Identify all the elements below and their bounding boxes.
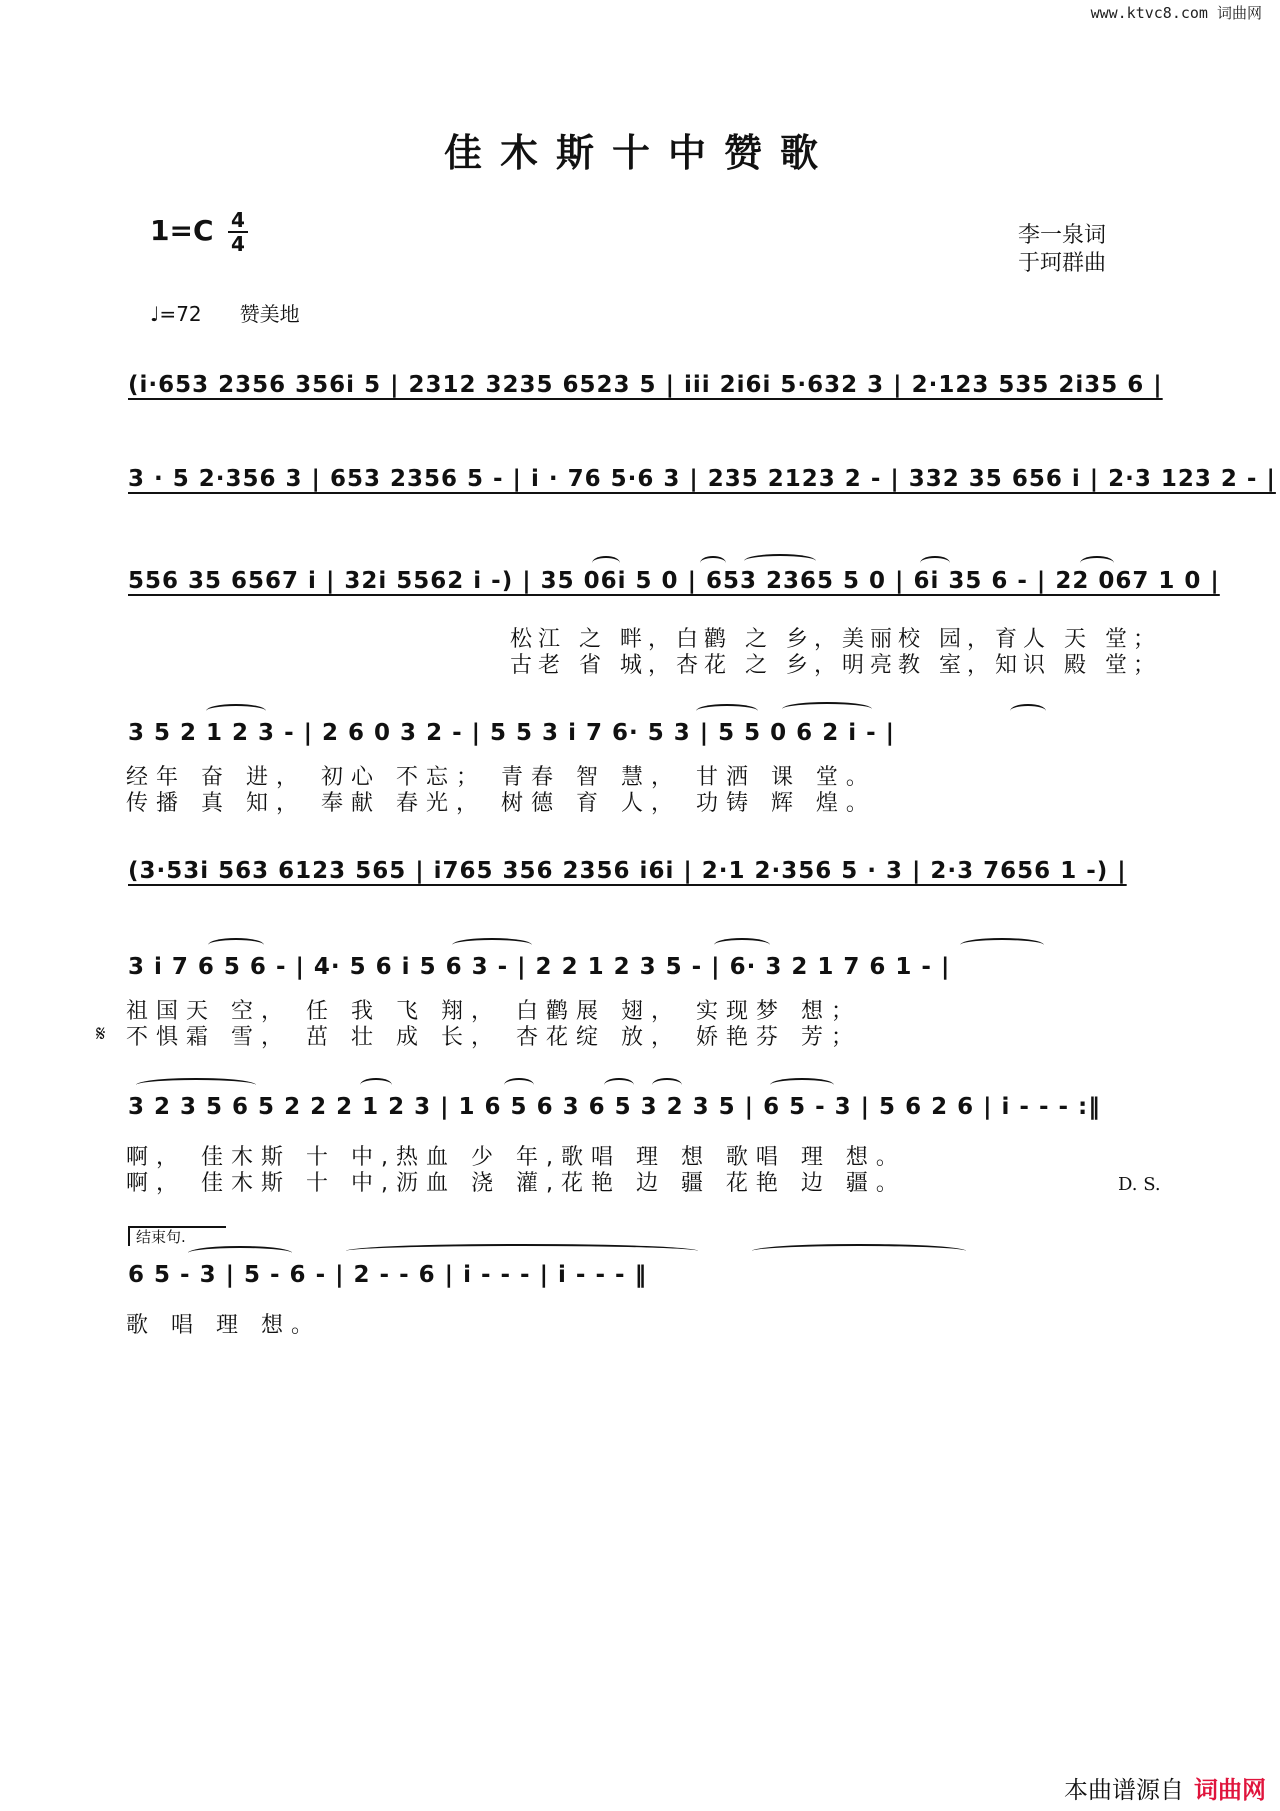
slur	[700, 556, 726, 570]
lyric-line-6b: 不惧霜 雪， 茁 壮 成 长， 杏花绽 放， 娇艳芬 芳；	[126, 1025, 861, 1050]
slur	[696, 704, 758, 718]
notation-line-6: 3 i 7 6 5 6 - | 4· 5 6 i 5 6 3 - | 2 2 1 2 3 5 - | 6· 3 2 1 7 6 1 - |	[128, 954, 951, 980]
notation-line-ending: 6 5 - 3 | 5 - 6 - | 2 - - 6 | i - - - | i - - - ‖	[128, 1262, 648, 1288]
lyric-line-1b: 古老 省 城，杏花 之 乡，明亮教 室，知识 殿 堂；	[510, 653, 1161, 678]
lyric-line-6a: 祖国天 空， 任 我 飞 翔， 白鹳展 翅， 实现梦 想；	[126, 999, 861, 1024]
slur	[752, 1244, 966, 1258]
notation-line-3: 556 35 6567 i | 32i 5562 i -) | 35 06i 5 0 | 653 2365 5 0 | 6i 35 6 - | 22 067 1 0 |	[128, 568, 1220, 594]
lyric-line-4b: 传播 真 知， 奉献 春光， 树德 育 人， 功铸 辉 煌。	[126, 791, 876, 816]
slur	[136, 1078, 256, 1092]
watermark-bottom	[1064, 1770, 1266, 1805]
ending-bracket: 结束句.	[128, 1226, 226, 1246]
slur	[452, 938, 532, 952]
expression-marking: 赞美地	[239, 302, 300, 326]
lyricist: 李一泉词	[1018, 223, 1107, 248]
meter-top: 4	[231, 208, 245, 232]
meter-bottom: 4	[231, 232, 245, 256]
slur	[782, 702, 872, 716]
slur	[1080, 556, 1114, 570]
slur	[604, 1078, 634, 1092]
lyric-line-1a: 松江 之 畔，白鹳 之 乡，美丽校 园，育人 天 堂；	[510, 627, 1161, 652]
notation-line-7: 3 2 3 5 6 5 2 2 2 1 2 3 | 1 6 5 6 3 6 5 3 2 3 5 | 6 5 - 3 | 5 6 2 6 | i - - - :‖	[128, 1094, 1101, 1120]
slur	[346, 1244, 698, 1258]
slur	[360, 1078, 392, 1092]
watermark-top: www.ktvc8.com 词曲网	[1090, 4, 1262, 22]
tempo-value: ♩=72	[150, 302, 202, 326]
notation-line-2: 3 · 5 2·356 3 | 653 2356 5 - | i · 76 5·6 3 | 235 2123 2 - | 332 35 656 i | 2·3 123 2 - |	[128, 466, 1276, 492]
lyric-line-7b: 啊， 佳木斯 十 中,沥血 浇 灌,花艳 边 疆 花艳 边 疆。	[126, 1171, 906, 1196]
time-signature	[228, 210, 248, 254]
notation-line-4: 3 5 2 1 2 3 - | 2 6 0 3 2 - | 5 5 3 i 7 6· 5 3 | 5 5 0 6 2 i - |	[128, 720, 896, 746]
song-title: 佳木斯十中赞歌	[443, 130, 836, 175]
notation-line-1: (i·653 2356 356i 5 | 2312 3235 6523 5 | iii 2i6i 5·632 3 | 2·123 535 2i35 6 |	[128, 372, 1163, 398]
slur	[208, 938, 264, 952]
segno-sign: 𝄋	[96, 1022, 106, 1047]
slur	[206, 704, 266, 718]
lyric-line-ending: 歌 唱 理 想。	[126, 1313, 321, 1338]
slur	[770, 1078, 834, 1092]
slur	[504, 1078, 534, 1092]
source-note: 本曲谱源自	[1064, 1776, 1184, 1804]
slur	[652, 1078, 682, 1092]
credits	[1018, 222, 1106, 278]
tempo-marking	[150, 298, 300, 327]
slur	[1010, 704, 1046, 718]
brand-logo: 词曲网	[1194, 1776, 1266, 1804]
lyric-line-7a: 啊， 佳木斯 十 中,热血 少 年,歌唱 理 想 歌唱 理 想。	[126, 1145, 906, 1170]
slur	[920, 556, 950, 570]
slur	[744, 554, 816, 568]
dal-segno: D. S.	[1118, 1174, 1161, 1195]
key-signature: 1=C	[150, 214, 214, 247]
slur	[714, 938, 770, 952]
slur	[592, 556, 620, 570]
composer: 于珂群曲	[1018, 251, 1107, 276]
notation-line-5: (3·53i 563 6123 565 | i765 356 2356 i6i | 2·1 2·356 5 · 3 | 2·3 7656 1 -) |	[128, 858, 1127, 884]
slur	[188, 1246, 292, 1260]
slur	[960, 938, 1044, 952]
lyric-line-4a: 经年 奋 进， 初心 不忘； 青春 智 慧， 甘洒 课 堂。	[126, 765, 876, 790]
